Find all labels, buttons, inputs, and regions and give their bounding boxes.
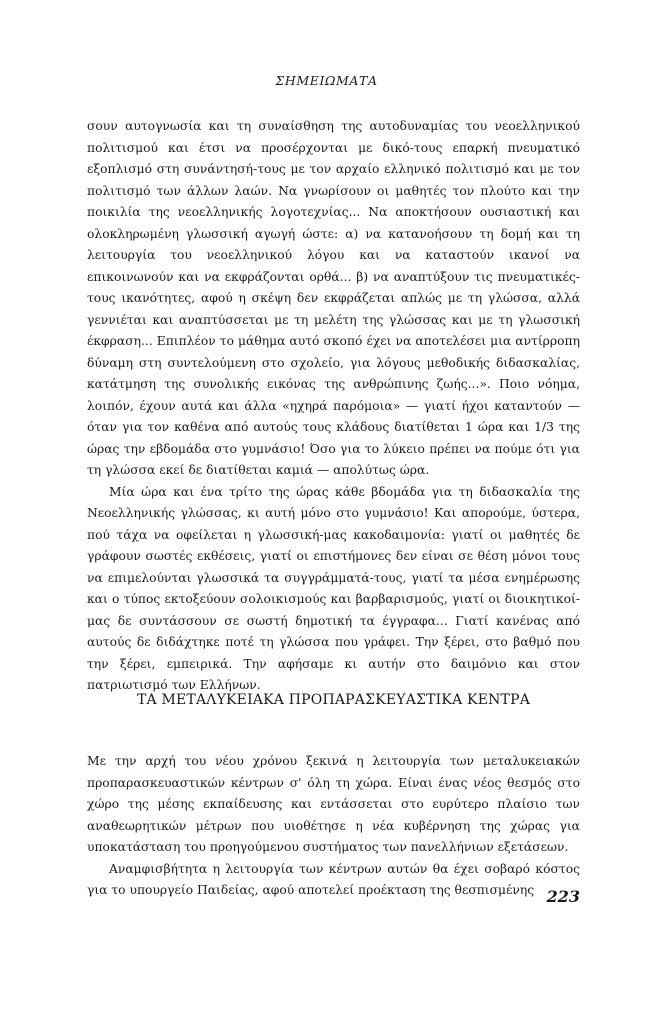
paragraph: σουν αυτογνωσία και τη συναίσθηση της αυτοδυναμίας του νεοελληνικού πολιτισμού και έτσι να προσέρχονται με δικό-τους επαρκή πνευματικό εξοπλισμό στη συνάντησή-τους με τον αρχαίο ελληνικό πολιτισμό και με τον πολιτισμό των άλλων λαών. Να γνωρίσουν οι μαθητές τον πλούτο και την ποικιλία της νεοελληνικής λογοτεχνίας... Να αποκτήσουν ουσιαστική και ολοκληρωμένη γλωσσική αγωγή ώστε: α) να κατανοήσουν τη δομή και τη λειτουργία του νεοελληνικού λόγου και να καταστούν ικανοί να επικοινωνούν και να εκφράζονται ορθά... β) να αναπτύξουν τις πνευματικές-τους ικανότητες, αφού η σκέψη δεν εκφράζεται απλώς με τη γλώσσα, αλλά γεννιέται και αναπτύσσεται με τη μελέτη της γλώσσας και με τη γλωσσική έκφραση... Επιπλέον το μάθημα αυτό σκοπό έχει να αποτελέσει μια αντίρροπη δύναμη στη συντελούμενη στο σχολείο, για λόγους μεθοδικής διδασκαλίας, κατάτμηση της συνολικής εικόνας της ανθρώπινης ζωής...». Ποιο νόημα, λοιπόν, έχουν αυτά και άλλα «ηχηρά παρόμοια» — γιατί ήχοι καταντούν — όταν για τον καθένα από αυτούς τους κλάδους διατίθεται 1 ώρα και 1/3 της ώρας την εβδομάδα στο γυμνάσιο! Όσο για το λύκειο πρέπει να πούμε ότι για τη γλώσσα εκεί δε διατίθεται καμιά — απολύτως ώρα. bbox=[87, 119, 580, 477]
paragraph: Μία ώρα και ένα τρίτο της ώρας κάθε βδομάδα για τη διδασκαλία της Νεοελληνικής γλώσσας, κι αυτή μόνο στο γυμνάσιο! Και απορούμε, ύστερα, πού τάχα να οφείλεται η γλωσσική-μας κακοδαιμονία: γιατί οι μαθητές δε γράφουν σωστές εκθέσεις, γιατί οι επιστήμονες δεν είναι σε θέση μόνοι τους να επιμελούνται γλωσσικά τα συγγράμματά-τους, γιατί τα μέσα ενημέρωσης και ο τύπος εκτοξεύουν σολοικισμούς και βαρβαρισμούς, γιατί οι διοικητικοί-μας δε συντάσσουν σε σωστή δημοτική τα έγγραφα... Γιατί κανένας από αυτούς δε διδάχτηκε ποτέ τη γλώσσα που γράφει. Την ξέρει, στο βαθμό που την ξέρει, εμπειρικά. Την αφήσαμε κι αυτήν στο δαιμόνιο και στον πατριωτισμό των Ελλήνων. bbox=[87, 484, 580, 692]
page-number: 223 bbox=[546, 887, 580, 906]
body-text-section-two bbox=[87, 751, 580, 902]
paragraph: Με την αρχή του νέου χρόνου ξεκινά η λειτουργία των μεταλυκειακών προπαρασκευαστικών κέντρων σ' όλη τη χώρα. Είναι ένας νέος θεσμός στο χώρο της μέσης εκπαίδευσης και εντάσσεται στο ευρύτερο πλαίσιο των αναθεωρητικών μέτρων που υιοθέτησε η νέα κυβέρνηση της χώρας για υποκατάσταση του προηγούμενου συστήματος των πανελλήνιων εξετάσεων. bbox=[87, 754, 580, 854]
section-heading: ΤΑ ΜΕΤΑΛΥΚΕΙΑΚΑ ΠΡΟΠΑΡΑΣΚΕΥΑΣΤΙΚΑ ΚΕΝΤΡΑ bbox=[136, 692, 531, 708]
paragraph: Αναμφισβήτητα η λειτουργία των κέντρων αυτών θα έχει σοβαρό κόστος για το υπουργείο Παιδείας, αφού αποτελεί προέκταση της θεσπισμένης bbox=[87, 861, 580, 897]
running-head: ΣΗΜΕΙΩΜΑΤΑ bbox=[275, 73, 378, 88]
body-text-section-one bbox=[87, 116, 580, 697]
